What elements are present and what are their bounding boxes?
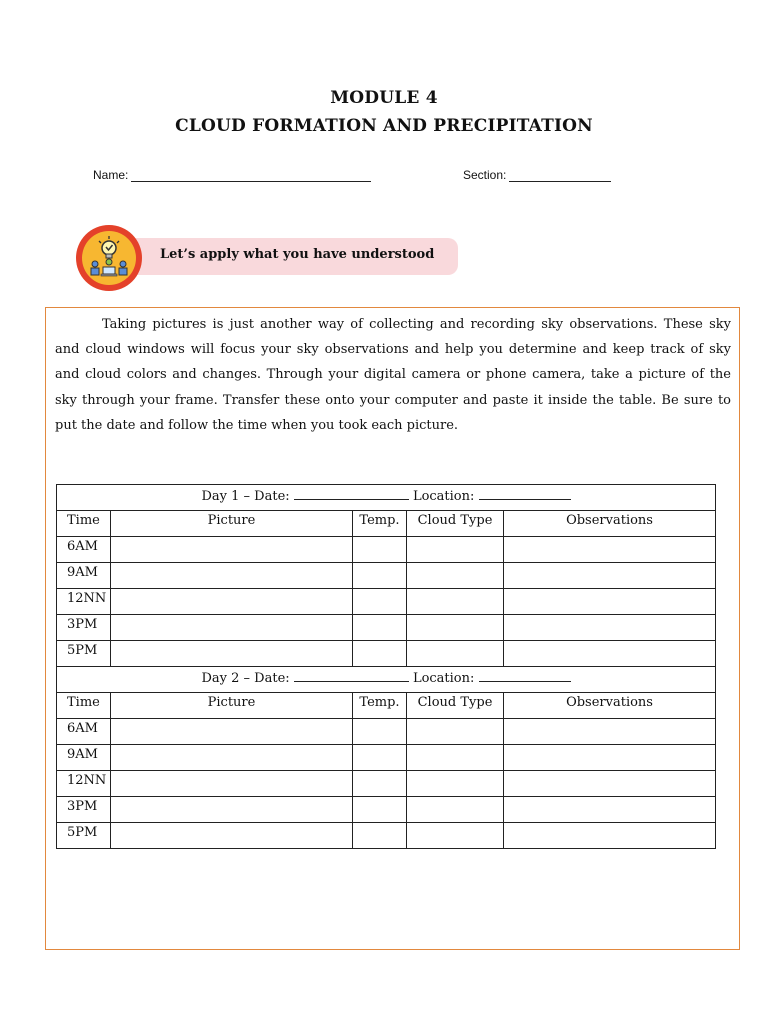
activity-banner-text: Let’s apply what you have understood xyxy=(160,247,435,262)
name-blank-line[interactable] xyxy=(131,169,371,182)
table-row xyxy=(57,537,716,563)
observations-cell[interactable] xyxy=(504,537,716,563)
temp-cell[interactable] xyxy=(353,745,407,771)
picture-cell[interactable] xyxy=(111,641,353,667)
temp-cell[interactable] xyxy=(353,797,407,823)
picture-cell[interactable] xyxy=(111,823,353,849)
table-row xyxy=(57,823,716,849)
day-date-label: Day 1 – Date: xyxy=(201,489,290,504)
temp-cell[interactable] xyxy=(353,589,407,615)
observations-cell[interactable] xyxy=(504,771,716,797)
picture-cell[interactable] xyxy=(111,771,353,797)
picture-cell[interactable] xyxy=(111,797,353,823)
location-label: Location: xyxy=(412,489,475,504)
table-row xyxy=(57,797,716,823)
observations-cell[interactable] xyxy=(504,797,716,823)
column-header: Time xyxy=(57,693,111,719)
cloud-type-cell[interactable] xyxy=(407,615,504,641)
temp-cell[interactable] xyxy=(353,537,407,563)
cloud-type-cell[interactable] xyxy=(407,563,504,589)
section-field[interactable] xyxy=(463,168,611,182)
cloud-type-cell[interactable] xyxy=(407,641,504,667)
location-blank-line[interactable] xyxy=(479,486,571,500)
column-header: Time xyxy=(57,511,111,537)
observations-cell[interactable] xyxy=(504,719,716,745)
column-header: Temp. xyxy=(353,511,407,537)
temp-cell[interactable] xyxy=(353,719,407,745)
column-header: Cloud Type xyxy=(407,511,504,537)
day-header-row xyxy=(57,485,716,511)
day-date-label: Day 2 – Date: xyxy=(201,671,290,686)
name-field[interactable] xyxy=(93,168,371,182)
time-cell: 9AM xyxy=(57,745,111,771)
module-number: MODULE 4 xyxy=(330,88,438,108)
time-cell: 3PM xyxy=(57,615,111,641)
instructions-paragraph: Taking pictures is just another way of collecting and recording sky observations. These sky and cloud windows will focus your sky observations and help you determine and keep track of sky and cloud colors and changes. Through your digital camera or phone camera, take a picture of the sky through your frame. Transfer these onto your computer and paste it inside the table. Be sure to put the date and follow the time when you took each picture. xyxy=(55,317,731,433)
date-blank-line[interactable] xyxy=(294,486,409,500)
section-blank-line[interactable] xyxy=(509,169,611,182)
cloud-type-cell[interactable] xyxy=(407,589,504,615)
observations-cell[interactable] xyxy=(504,589,716,615)
cloud-type-cell[interactable] xyxy=(407,719,504,745)
observations-cell[interactable] xyxy=(504,615,716,641)
observation-table xyxy=(56,484,716,849)
day-header-row xyxy=(57,667,716,693)
observations-cell[interactable] xyxy=(504,745,716,771)
table-row xyxy=(57,745,716,771)
time-cell: 6AM xyxy=(57,719,111,745)
time-cell: 3PM xyxy=(57,797,111,823)
table-row xyxy=(57,563,716,589)
observations-cell[interactable] xyxy=(504,563,716,589)
column-header: Picture xyxy=(111,511,353,537)
picture-cell[interactable] xyxy=(111,537,353,563)
column-header: Observations xyxy=(504,511,716,537)
table-row xyxy=(57,719,716,745)
day-header-cell xyxy=(57,667,716,693)
temp-cell[interactable] xyxy=(353,563,407,589)
column-header-row xyxy=(57,511,716,537)
temp-cell[interactable] xyxy=(353,771,407,797)
observations-cell[interactable] xyxy=(504,641,716,667)
column-header: Cloud Type xyxy=(407,693,504,719)
table-row xyxy=(57,771,716,797)
column-header: Temp. xyxy=(353,693,407,719)
picture-cell[interactable] xyxy=(111,589,353,615)
lightbulb-teamwork-icon xyxy=(76,225,142,291)
table-row xyxy=(57,615,716,641)
table-row xyxy=(57,641,716,667)
name-label: Name: xyxy=(93,168,129,182)
table-row xyxy=(57,589,716,615)
cloud-type-cell[interactable] xyxy=(407,537,504,563)
day-header-cell xyxy=(57,485,716,511)
location-label: Location: xyxy=(412,671,475,686)
section-label: Section: xyxy=(463,168,507,182)
cloud-type-cell[interactable] xyxy=(407,823,504,849)
time-cell: 5PM xyxy=(57,641,111,667)
picture-cell[interactable] xyxy=(111,719,353,745)
date-blank-line[interactable] xyxy=(294,668,409,682)
temp-cell[interactable] xyxy=(353,641,407,667)
location-blank-line[interactable] xyxy=(479,668,571,682)
temp-cell[interactable] xyxy=(353,615,407,641)
temp-cell[interactable] xyxy=(353,823,407,849)
time-cell: 12NN xyxy=(57,589,111,615)
observations-cell[interactable] xyxy=(504,823,716,849)
module-title: CLOUD FORMATION AND PRECIPITATION xyxy=(175,116,593,136)
time-cell: 12NN xyxy=(57,771,111,797)
picture-cell[interactable] xyxy=(111,563,353,589)
time-cell: 5PM xyxy=(57,823,111,849)
column-header-row xyxy=(57,693,716,719)
picture-cell[interactable] xyxy=(111,615,353,641)
cloud-type-cell[interactable] xyxy=(407,745,504,771)
picture-cell[interactable] xyxy=(111,745,353,771)
time-cell: 6AM xyxy=(57,537,111,563)
cloud-type-cell[interactable] xyxy=(407,797,504,823)
time-cell: 9AM xyxy=(57,563,111,589)
cloud-type-cell[interactable] xyxy=(407,771,504,797)
column-header: Observations xyxy=(504,693,716,719)
column-header: Picture xyxy=(111,693,353,719)
